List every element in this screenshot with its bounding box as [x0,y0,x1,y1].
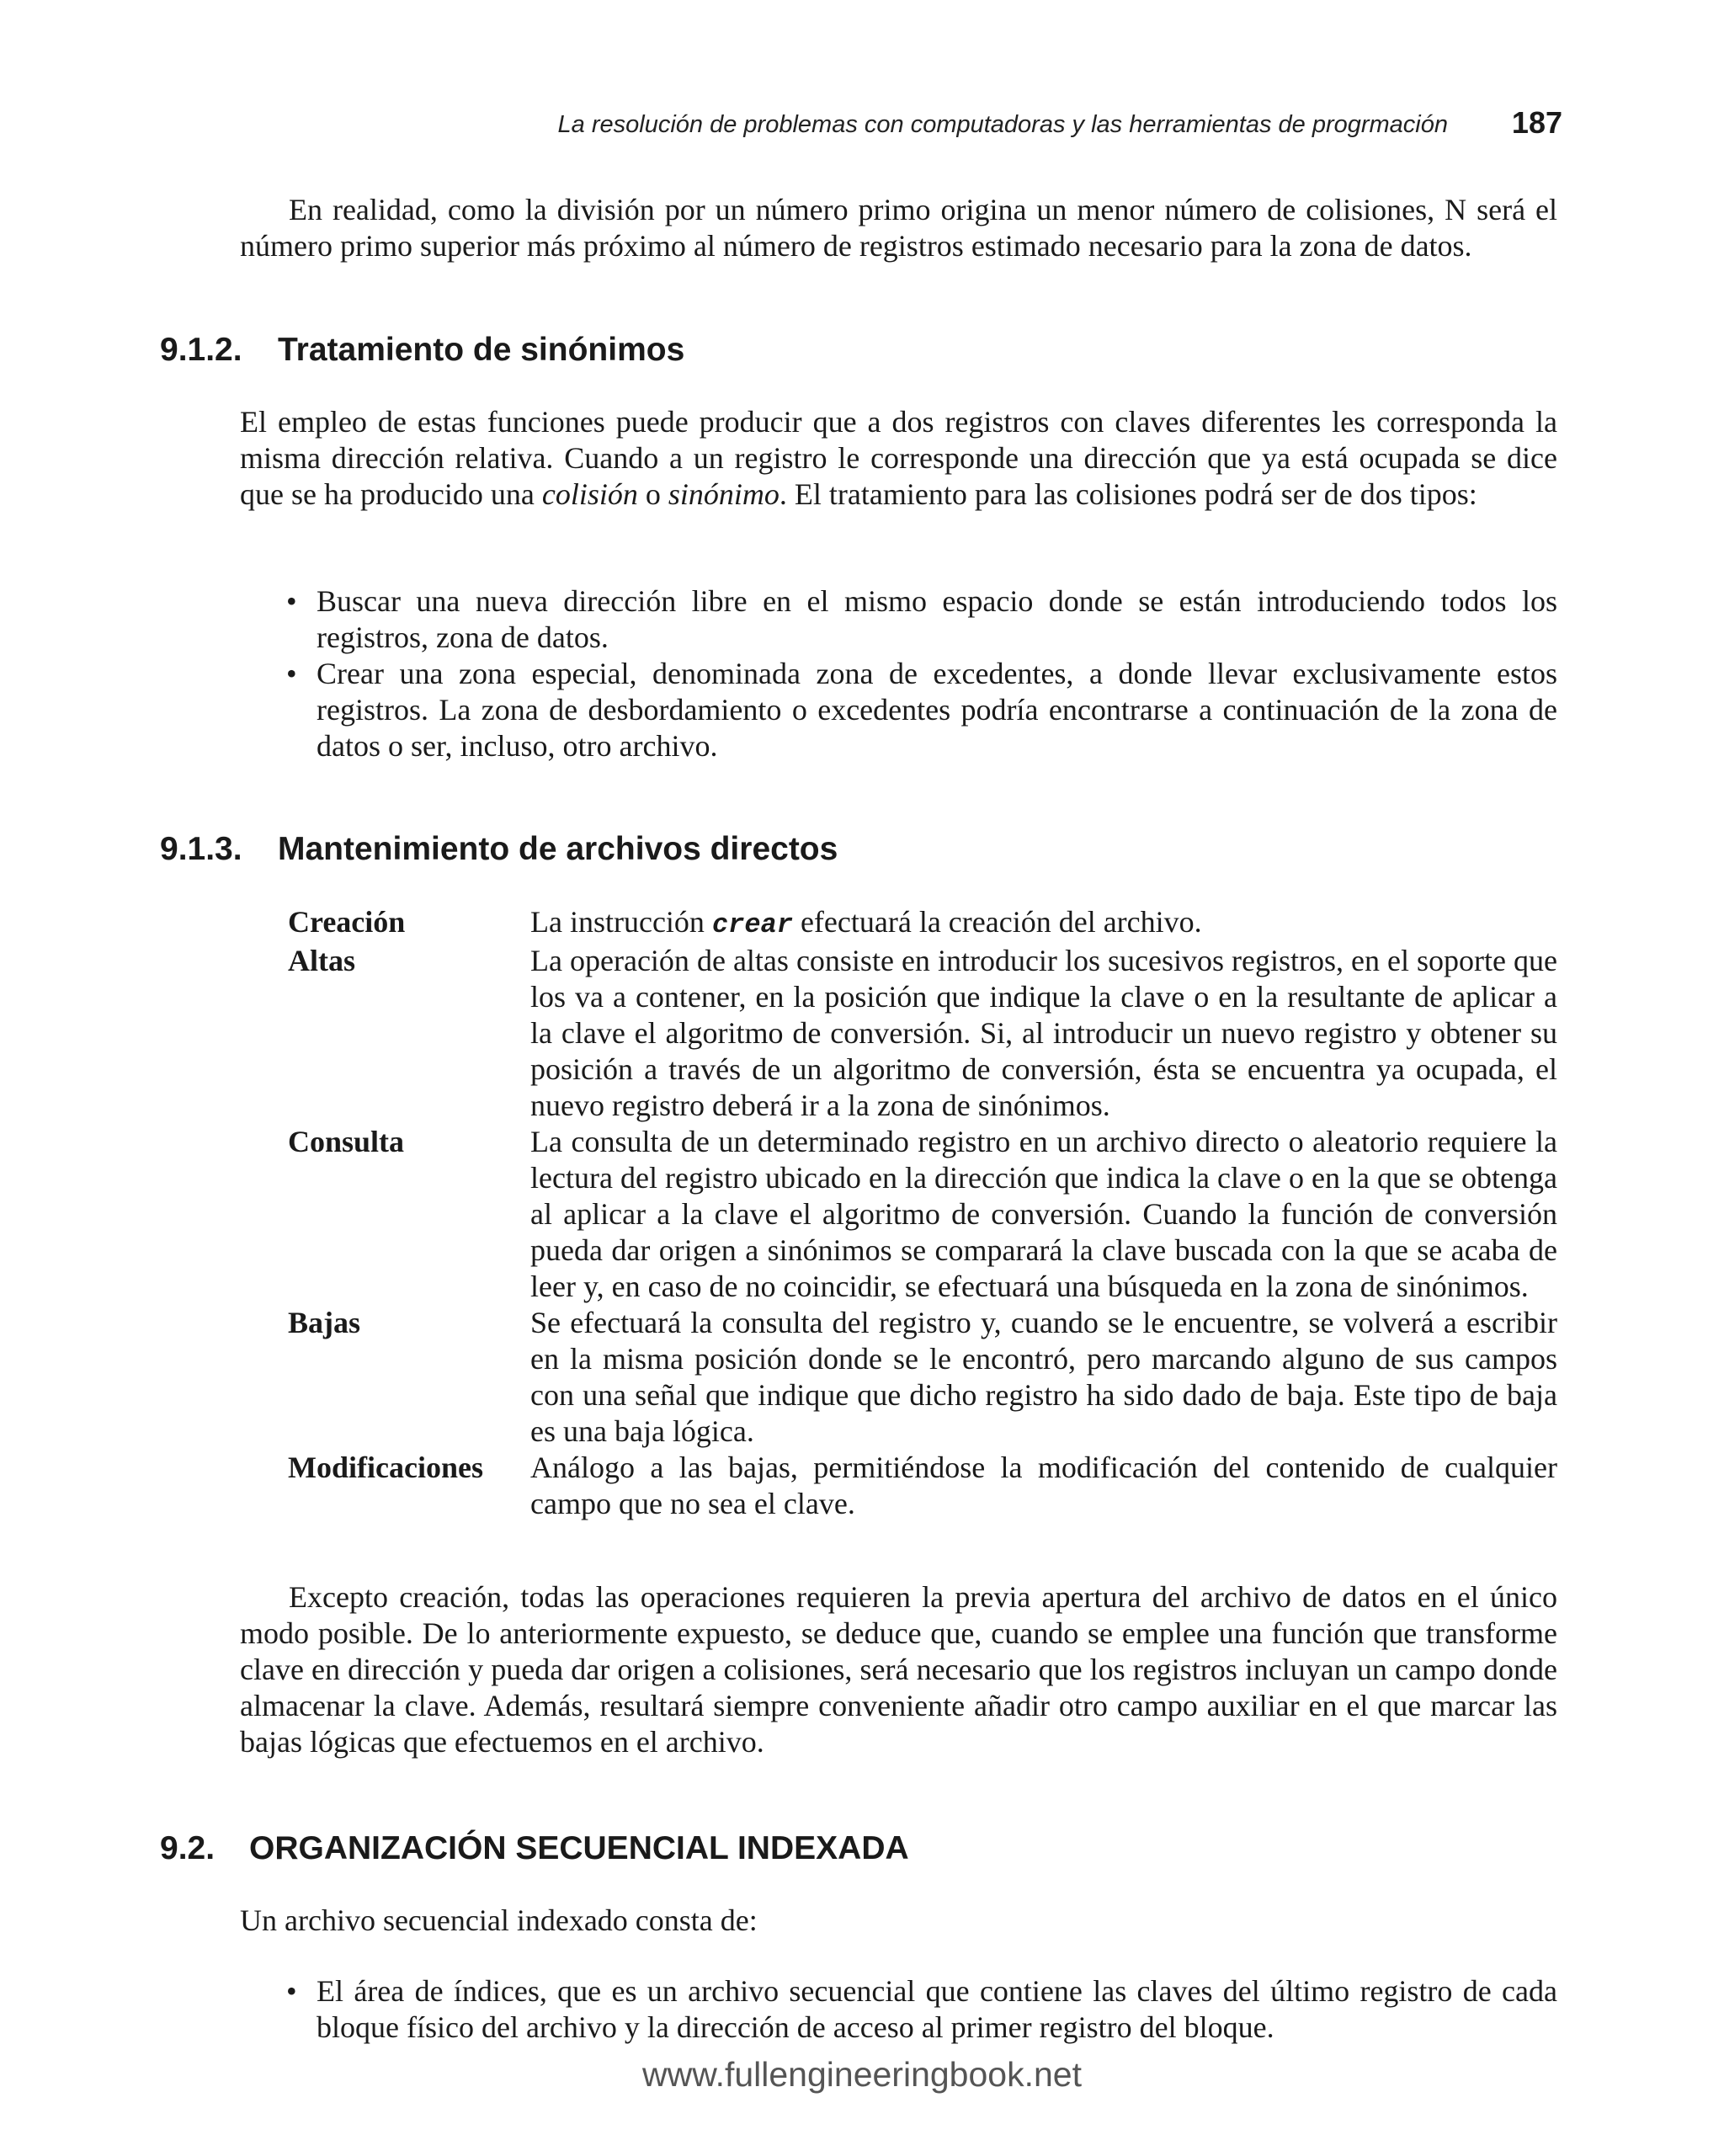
section-title: ORGANIZACIÓN SECUENCIAL INDEXADA [249,1830,909,1866]
synonyms-bullet-list [286,583,1557,764]
operation-row-bajas [288,1305,1557,1450]
section-title: Tratamiento de sinónimos [278,332,685,368]
intro-paragraph: En realidad, como la división por un número primo origina un menor número de colisiones, N será el número primo superior más próximo al número de registros estimado necesario para la zona de datos. [240,193,1557,263]
list-item [286,583,1557,656]
bullet-icon: • [286,657,297,690]
bullet-icon: • [286,584,297,618]
list-item-text: El área de índices, que es un archivo secuencial que contiene las claves del último registro de cada bloque físico del archivo y la dirección de acceso al primer registro del bloque. [317,1974,1557,2044]
paragraph-text: . El tratamiento para las colisiones podrá ser de dos tipos: [779,477,1477,511]
operation-term: Creación [288,905,406,939]
operation-term: Bajas [288,1306,361,1339]
bullet-icon: • [286,1974,297,2008]
list-item-text: Buscar una nueva dirección libre en el mismo espacio donde se están introduciendo todos los registros, zona de datos. [317,584,1557,654]
section-heading-9-2 [160,1829,909,1868]
operation-term: Consulta [288,1125,405,1158]
paragraph-text: El empleo de estas funciones puede producir que a dos registros con claves diferentes les corresponda la misma dirección relativa. Cuando a un registro le corresponde una dirección que ya está ocupada se dice que se ha producido una [240,405,1557,511]
description-text: La instrucción [530,905,712,939]
operation-term: Altas [288,944,355,977]
operation-description: Análogo a las bajas, permitiéndose la modificación del contenido de cualquier campo que no sea el clave. [530,1451,1557,1520]
operation-description: La operación de altas consiste en introducir los sucesivos registros, en el soporte que los va a contener, en la posición que indique la clave o en la resultante de aplicar a la clave el algoritmo de conversión. Si, al introducir un nuevo registro y obtener su posición a través de un algoritmo de conversión, ésta se encuentra ya ocupada, el nuevo registro deberá ir a la zona de sinónimos. [530,944,1557,1122]
operation-row-altas [288,943,1557,1124]
term-sinonimo: sinónimo [668,477,780,511]
operation-term: Modificaciones [288,1451,483,1484]
indexed-bullet-list [286,1973,1557,2046]
operation-row-modificaciones [288,1450,1557,1522]
indexed-intro: Un archivo secuencial indexado consta de: [240,1903,758,1937]
section-number: 9.1.2. [160,332,242,368]
list-item [286,656,1557,764]
list-item-text: Crear una zona especial, denominada zona de excedentes, a donde llevar exclusivamente estos registros. La zona de desbordamiento o excedentes podría encontrarse a continuación de la zona de datos o ser, incluso, otro archivo. [317,657,1557,763]
section-heading-9-1-3 [160,830,838,869]
operation-row-creacion [288,904,1557,943]
term-colision: colisión [541,477,638,511]
section-number: 9.2. [160,1830,216,1866]
operation-row-consulta [288,1124,1557,1305]
description-text: efectuará la creación del archivo. [792,905,1202,939]
maintenance-closing-paragraph: Excepto creación, todas las operaciones requieren la previa apertura del archivo de datos en el único modo posible. De lo anteriormente expuesto, se deduce que, cuando se emplee una función que transforme clave en dirección y pueda dar origen a colisiones, será necesario que los registros incluyan un campo donde almacenar la clave. Además, resultará siempre conveniente añadir otro campo auxiliar en el que marcar las bajas lógicas que efectuemos en el archivo. [240,1580,1557,1759]
operations-list [288,904,1557,1522]
running-header-title: La resolución de problemas con computadoras y las herramientas de progrmación [557,111,1448,138]
operation-description: Se efectuará la consulta del registro y, cuando se le encuentre, se volverá a escribir en la misma posición donde se le encontró, pero marcando alguno de sus campos con una señal que indique que dicho registro ha sido dado de baja. Este tipo de baja es una baja lógica. [530,1306,1557,1448]
page-number: 187 [1511,105,1562,140]
code-crear: crear [711,909,793,940]
operation-description [530,904,1557,943]
list-item [286,1973,1557,2046]
synonyms-paragraph [240,404,1557,513]
section-heading-9-1-2 [160,331,684,370]
paragraph-connector: o [637,477,668,511]
section-number: 9.1.3. [160,831,242,867]
operation-description: La consulta de un determinado registro en un archivo directo o aleatorio requiere la lectura del registro ubicado en la dirección que indica la clave o en la que se obtenga al aplicar a la clave el algoritmo de conversión. Cuando la función de conversión pueda dar origen a sinónimos se comparará la clave buscada con la que se acaba de leer y, en caso de no coincidir, se efectuará una búsqueda en la zona de sinónimos. [530,1125,1557,1303]
section-title: Mantenimiento de archivos directos [278,831,838,867]
footer-url: www.fullengineeringbook.net [642,2055,1082,2094]
